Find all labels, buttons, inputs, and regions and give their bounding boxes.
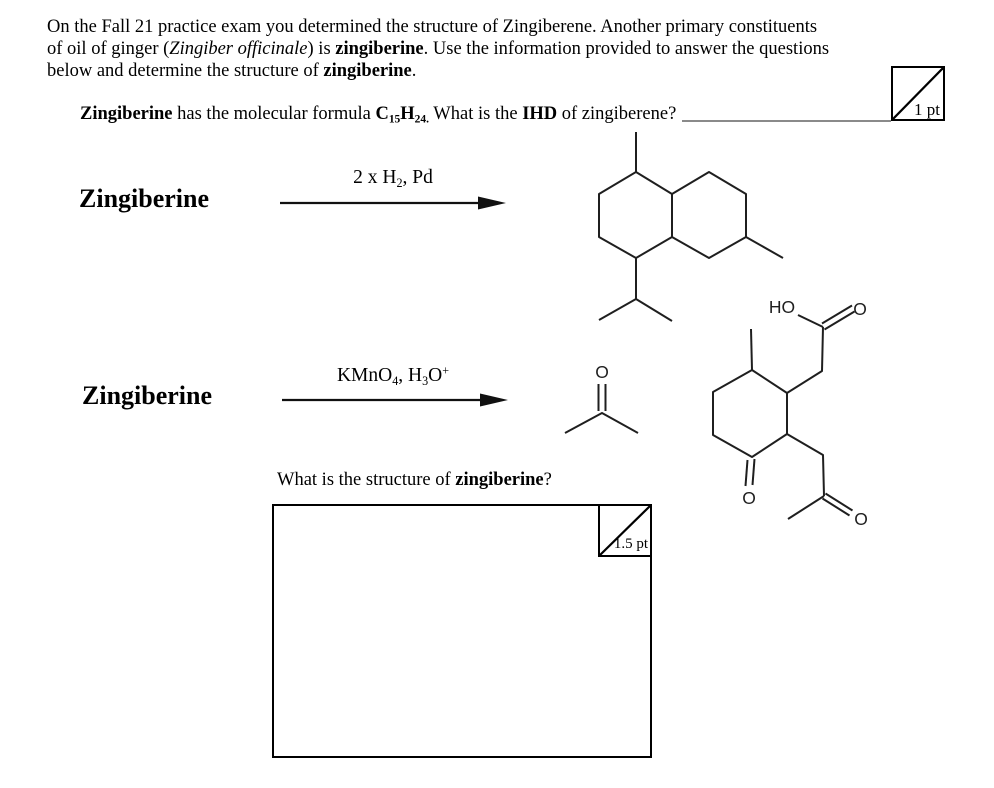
acetyl-chain: [787, 434, 824, 496]
isopropyl-group: [599, 258, 672, 321]
acetone-skeleton: [565, 413, 638, 433]
structure-answer-box[interactable]: [272, 504, 652, 758]
acetyl-methyl-bond: [788, 496, 824, 519]
acid-carbonyl-double-bond: [822, 306, 852, 324]
acid-chain: [787, 327, 823, 393]
left-ring: [599, 172, 672, 258]
intro-line-2: of oil of ginger (Zingiber officinale) is zingiberine. Use the information provided to answer the questions: [47, 39, 830, 59]
reaction2-conditions-label: KMnO$_4$, $H_3O^+$: [336, 363, 450, 388]
question-ihd-text: Zingiberine has the molecular formula $C_{15}H_{24.}$ What is the IHD of zingiberene?: [80, 104, 677, 126]
points-value-1pt: 1 pt: [914, 100, 940, 119]
reaction1-reactant-label: Zingiberine: [79, 184, 210, 213]
intro-line-1: On the Fall 21 practice exam you determined the structure of Zingiberene. Another primary constituents: [47, 17, 818, 37]
ring-ketone-oxygen-label: O: [742, 488, 756, 508]
cyclohexanone-ring: [713, 370, 787, 457]
points-box-1-5pt: [598, 504, 652, 557]
right-ring: [672, 172, 746, 258]
ring-methyl-bond: [751, 329, 752, 370]
reaction2-arrow: [280, 392, 510, 408]
intro-line-3: below and determine the structure of zingiberine.: [47, 61, 417, 81]
hydroxyl-bond: [798, 315, 823, 327]
acid-oxygen-label: O: [853, 299, 867, 319]
reaction1-arrow: [278, 195, 508, 211]
reaction2-reactant-label: Zingiberine: [82, 381, 213, 410]
acetyl-oxygen-label: O: [854, 509, 868, 529]
ring-ketone-double-bond: [746, 460, 748, 486]
acetone-oxygen-label: O: [595, 362, 609, 382]
points-box-1pt: [891, 66, 945, 121]
acetone-structure: [550, 355, 650, 445]
points-value-1-5pt: 1.5 pt: [613, 536, 648, 552]
question-structure-text: What is the structure of zingiberine?: [277, 470, 552, 490]
oxidation-product-structure: [695, 290, 880, 535]
right-methyl-bond: [746, 237, 783, 258]
hydroxyl-label: HO: [768, 297, 796, 317]
intro-paragraph: [47, 16, 829, 82]
reaction1-conditions-label: 2 x $H_2$, Pd: [353, 167, 433, 190]
